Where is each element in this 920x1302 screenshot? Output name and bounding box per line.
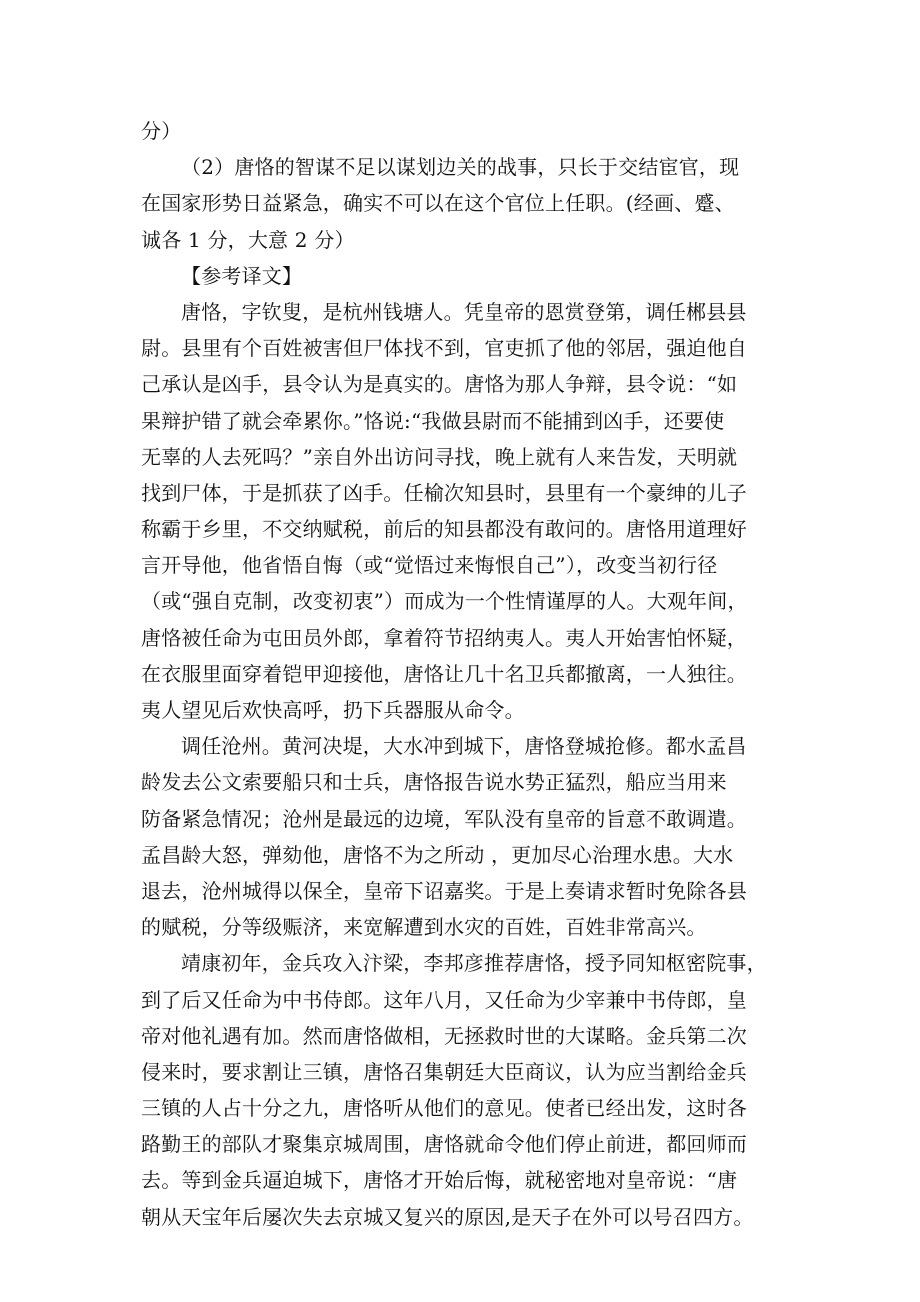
text-line: 朝从天宝年后屡次失去京城又复兴的原因,是天子在外可以号召四方。	[141, 1204, 754, 1229]
text-line: 称霸于乡里，不交纳赋税，前后的知县都没有敢问的。唐恪用道理好	[141, 517, 747, 542]
text-line: 侵来时，要求割让三镇，唐恪召集朝廷大臣商议，认为应当割给金兵	[141, 1059, 747, 1084]
section-heading: 【参考译文】	[181, 263, 303, 288]
text-line: 己承认是凶手，县令认为是真实的。唐恪为那人争辩，县令说：“如	[141, 372, 738, 397]
text-line: 路勤王的部队才聚集京城周围，唐恪就命令他们停止前进，都回师而	[141, 1132, 747, 1157]
document-body	[141, 113, 781, 1235]
text-line: 的赋税，分等级赈济，来宽解遭到水灾的百姓，百姓非常高兴。	[141, 915, 707, 940]
text-line: （2）唐恪的智谋不足以谋划边关的战事，只长于交结宦官，现	[181, 155, 740, 180]
text-line: 唐恪，字钦叟，是杭州钱塘人。凭皇帝的恩赏登第，调任郴县县	[181, 299, 747, 324]
text-line: 去。等到金兵逼迫城下，唐恪才开始后悔，就秘密地对皇帝说：“唐	[141, 1168, 738, 1193]
text-line: 调任沧州。黄河决堤，大水冲到城下，唐恪登城抢修。都水孟昌	[181, 734, 747, 759]
text-line: 找到尸体，于是抓获了凶手。任榆次知县时，县里有一个豪绅的儿子	[141, 480, 747, 505]
text-line: 靖康初年，金兵攻入汴梁，李邦彦推荐唐恪，授予同知枢密院事，	[181, 951, 767, 976]
text-line: 退去，沧州城得以保全，皇帝下诏嘉奖。于是上奏请求暂时免除各县	[141, 878, 747, 903]
text-line: 龄发去公文索要船只和士兵，唐恪报告说水势正猛烈，船应当用来	[141, 770, 727, 795]
text-line: 孟昌龄大怒，弹劾他，唐恪不为之所动 ，更加尽心治理水患。大水	[141, 842, 734, 867]
text-line: 到了后又任命为中书侍郎。这年八月，又任命为少宰兼中书侍郎，皇	[141, 987, 747, 1012]
text-line: （或“强自克制，改变初衷”）而成为一个性情谨厚的人。大观年间，	[141, 589, 748, 614]
text-line: 果辩护错了就会牵累你。”恪说:“我做县尉而不能捕到凶手，还要使	[141, 408, 725, 433]
text-line: 唐恪被任命为屯田员外郎，拿着符节招纳夷人。夷人开始害怕怀疑，	[141, 625, 747, 650]
text-line: 尉。县里有个百姓被害但尸体找不到，官吏抓了他的邻居，强迫他自	[141, 336, 747, 361]
text-line: 言开导他，他省悟自悔（或“觉悟过来悔恨自己”），改变当初行径	[141, 553, 718, 578]
text-line: 三镇的人占十分之九，唐恪听从他们的意见。使者已经出发，这时各	[141, 1096, 747, 1121]
text-line: 在国家形势日益紧急，确实不可以在这个官位上任职。(经画、蹙、	[141, 191, 735, 216]
text-line: 诚各 1 分，大意 2 分）	[141, 227, 355, 252]
text-line: 夷人望见后欢快高呼，扔下兵器服从命令。	[141, 698, 525, 722]
text-line: 无辜的人去死吗？”亲自外出访问寻找，晚上就有人来告发，天明就	[141, 444, 738, 469]
text-line: 帝对他礼遇有加。然而唐恪做相，无拯救时世的大谋略。金兵第二次	[141, 1023, 747, 1048]
text-line: 在衣服里面穿着铠甲迎接他，唐恪让几十名卫兵都撤离，一人独往。	[141, 661, 747, 686]
text-line: 分）	[141, 119, 182, 143]
text-line: 防备紧急情况；沧州是最远的边境，军队没有皇帝的旨意不敢调遣。	[141, 806, 747, 831]
